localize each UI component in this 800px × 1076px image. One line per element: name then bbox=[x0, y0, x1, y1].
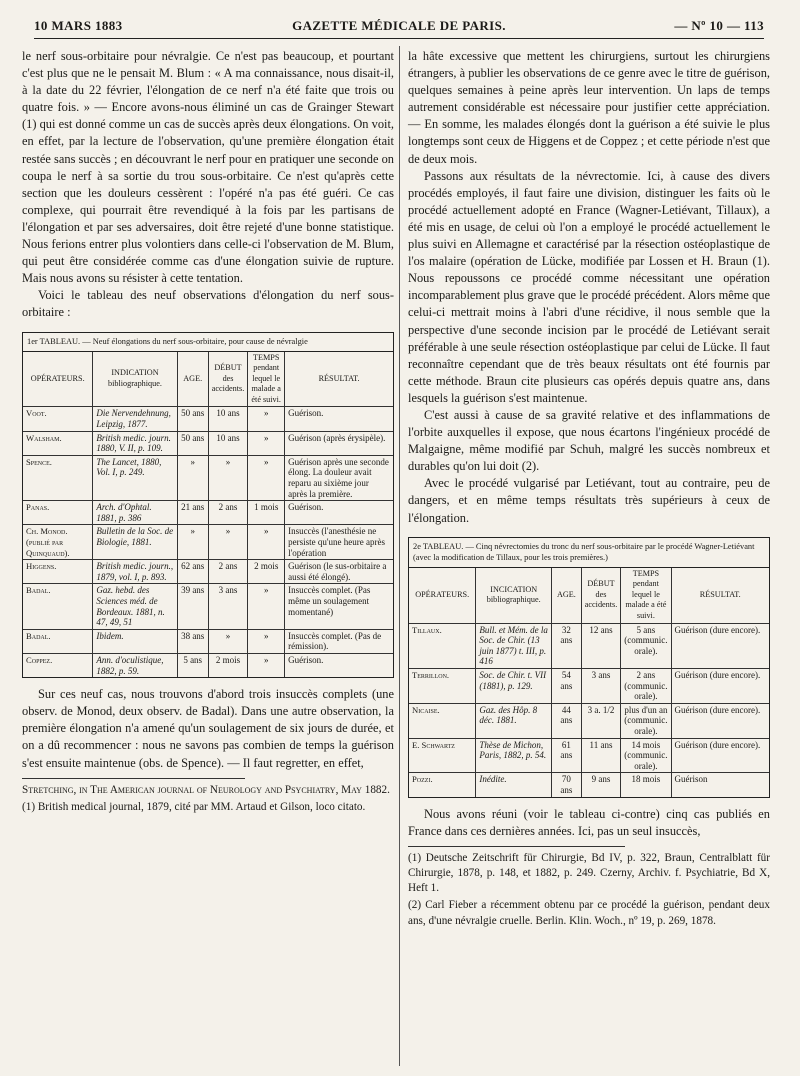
table-cell-age: » bbox=[177, 455, 208, 500]
table-cell-onset: » bbox=[208, 525, 248, 560]
table-cell-age: » bbox=[177, 525, 208, 560]
table-cell-age: 50 ans bbox=[177, 431, 208, 455]
table-row bbox=[23, 431, 393, 455]
table-cell-source: Die Nervendehnung, Leipzig, 1877. bbox=[93, 407, 177, 431]
right-paragraph-4: Avec le procédé vulgarisé par Letiévant, tout au contraire, peu de dangers, et en même temps résultats très supérieurs à ceux de l'élongation. bbox=[408, 476, 770, 525]
table-cell-result: Insuccès (l'anesthésie ne persiste qu'une heure après l'opération bbox=[285, 525, 393, 560]
table-1-header: DÉBUT des accidents. bbox=[208, 352, 248, 407]
left-paragraph-3: Sur ces neuf cas, nous trouvons d'abord trois insuccès complets (une observ. de Monod, deux observ. de Badal). Dans une autre observation, la première élongation n'a amené qu'un soulagement de six jours de durée, et on a dû recommencer : nous ne savons pas combien de temps la guérison s'est ensuite maintenue (obs. de Spence). — Il faut regretter, en effet, bbox=[22, 687, 394, 770]
table-2-header: AGE. bbox=[552, 568, 582, 623]
table-cell-source: Inédite. bbox=[476, 773, 552, 797]
table-cell-source: Ann. d'oculistique, 1882, p. 59. bbox=[93, 653, 177, 677]
table-1-header: RÉSULTAT. bbox=[285, 352, 393, 407]
table-1-header: OPÉRATEURS. bbox=[23, 352, 93, 407]
table-cell-followup: plus d'un an (communic. orale). bbox=[621, 703, 671, 738]
table-row bbox=[23, 525, 393, 560]
table-2-header: RÉSULTAT. bbox=[671, 568, 769, 623]
table-cell-source: Bulletin de la Soc. de Biologie, 1881. bbox=[93, 525, 177, 560]
table-cell-onset: 3 ans bbox=[581, 668, 621, 703]
table-row bbox=[23, 455, 393, 500]
left-column bbox=[22, 48, 394, 817]
table-row bbox=[23, 560, 393, 584]
table-cell-age: 39 ans bbox=[177, 584, 208, 629]
table-cell-onset: 10 ans bbox=[208, 407, 248, 431]
table-cell-result: Insuccès complet. (Pas de rémission). bbox=[285, 629, 393, 653]
right-footnote-1: (1) Deutsche Zeitschrift für Chirurgie, Bd IV, p. 322, Braun, Centralblatt für Chirurgie, 1878, p. 148, et 1882, p. 249. Czerny, Archiv. f. Psychiatrie, Bd X, Heft 1. bbox=[408, 851, 770, 895]
table-1-header: INDICATION bibliographique. bbox=[93, 352, 177, 407]
table-cell-result: Guérison bbox=[671, 773, 769, 797]
table-cell-onset: 3 ans bbox=[208, 584, 248, 629]
table-cell-operator: Panas. bbox=[23, 501, 93, 525]
right-paragraph-2: Passons aux résultats de la névrectomie. Ici, à cause des divers procédés employés, il faut faire une division, distinguer les faits où le procédé actuellement adopté en France (Wagner-Letiévant, Tillaux), a été mis en usage, de celui où l'on a employé le procédé actuellement le plus suivi en Allemagne et caractérisé par la résection ostéoplastique de l'os malaire (opération de Lücke, modifiée par Lossen et H. Braun (1). Nous repoussons ce procédé comme nécessitant une opération incomparablement plus grave que le procédé précédent. Alors même que celui-ci mettrait moins à l'abri d'une récidive, il nous semble que la perspective d'une seconde incision par le procédé de Letiévant serait préférable à une seule résection ostéoplastique par celui de Lücke. Il faut reconnaître cependant que de très beaux résultats ont été fournis par cette méthode. Braun cite plusieurs cas opérés depuis quatre ans, dans lesquels la guérison s'est maintenue. bbox=[408, 168, 770, 405]
header-issue: — Nº 10 — 113 bbox=[674, 18, 764, 33]
table-row bbox=[409, 668, 769, 703]
left-footnote-1: (1) British medical journal, 1879, cité par MM. Artaud et Gilson, loco citato. bbox=[22, 800, 366, 813]
table-cell-onset: 2 ans bbox=[208, 501, 248, 525]
table-2-header-row bbox=[409, 568, 769, 623]
right-paragraph-3: C'est aussi à cause de sa gravité relative et des inflammations de l'orbite auxquelles il expose, que nous écartons l'ingénieux procédé de Malgaigne, même modifié par Schuh, malgré les succès nombreux et durables qu'on lui doit (2). bbox=[408, 407, 770, 474]
table-cell-operator: Coppez. bbox=[23, 653, 93, 677]
table-cell-operator: Pozzi. bbox=[409, 773, 476, 797]
table-cell-followup: 5 ans (communic. orale). bbox=[621, 623, 671, 668]
table-cell-age: 44 ans bbox=[552, 703, 582, 738]
table-cell-source: British medic. journ. 1880, V. II, p. 109. bbox=[93, 431, 177, 455]
table-2-header: TEMPS pendant lequel le malade a été suivi. bbox=[621, 568, 671, 623]
table-cell-source: Soc. de Chir. t. VII (1881), p. 129. bbox=[476, 668, 552, 703]
table-cell-operator: Walsham. bbox=[23, 431, 93, 455]
table-cell-age: 38 ans bbox=[177, 629, 208, 653]
left-footnote-cont: Stretching, in The American journal of Neurology and Psychiatry, May 1882. bbox=[22, 783, 390, 796]
table-cell-operator: Badal. bbox=[23, 629, 93, 653]
table-cell-onset: 10 ans bbox=[208, 431, 248, 455]
right-column bbox=[408, 48, 770, 931]
table-cell-source: Arch. d'Ophtal. 1881, p. 386 bbox=[93, 501, 177, 525]
table-2-header: OPÉRATEURS. bbox=[409, 568, 476, 623]
table-1-header: TEMPS pendant lequel le malade a été suivi. bbox=[248, 352, 285, 407]
table-cell-age: 62 ans bbox=[177, 560, 208, 584]
table-row bbox=[23, 653, 393, 677]
table-row bbox=[409, 738, 769, 773]
table-cell-operator: Nicaise. bbox=[409, 703, 476, 738]
table-cell-source: Thèse de Michon, Paris, 1882, p. 54. bbox=[476, 738, 552, 773]
table-row bbox=[409, 703, 769, 738]
table-cell-source: British medic. journ., 1879, vol. I, p. 893. bbox=[93, 560, 177, 584]
table-cell-result: Guérison. bbox=[285, 407, 393, 431]
table-cell-operator: Badal. bbox=[23, 584, 93, 629]
table-cell-age: 61 ans bbox=[552, 738, 582, 773]
table-cell-followup: » bbox=[248, 653, 285, 677]
table-cell-operator: Ch. Monod. (publié par Quinquaud). bbox=[23, 525, 93, 560]
header-date: 10 MARS 1883 bbox=[34, 18, 123, 33]
table-cell-result: Guérison (dure encore). bbox=[671, 668, 769, 703]
table-cell-followup: 18 mois bbox=[621, 773, 671, 797]
table-cell-onset: 9 ans bbox=[581, 773, 621, 797]
table-cell-result: Guérison. bbox=[285, 653, 393, 677]
table-cell-age: 21 ans bbox=[177, 501, 208, 525]
table-cell-age: 54 ans bbox=[552, 668, 582, 703]
table-1-header-row bbox=[23, 352, 393, 407]
table-cell-source: Bull. et Mém. de la Soc. de Chir. (13 juin 1877) t. III, p. 416 bbox=[476, 623, 552, 668]
table-cell-result: Guérison (dure encore). bbox=[671, 703, 769, 738]
table-2-title: 2e TABLEAU. — Cinq névrectomies du tronc du nerf sous-orbitaire par le procédé Wagner-Letiévant (avec la modification de Tillaux, pour les trois premières.) bbox=[409, 538, 769, 568]
table-cell-followup: » bbox=[248, 584, 285, 629]
table-1-header: AGE. bbox=[177, 352, 208, 407]
table-1 bbox=[22, 332, 394, 679]
table-cell-operator: Voot. bbox=[23, 407, 93, 431]
table-cell-onset: 12 ans bbox=[581, 623, 621, 668]
table-cell-onset: » bbox=[208, 629, 248, 653]
table-row bbox=[409, 623, 769, 668]
table-cell-followup: » bbox=[248, 629, 285, 653]
right-footnote-2: (2) Carl Fieber a récemment obtenu par ce procédé la guérison, pendant deux ans, d'une névralgie cruelle. Berlin. Klin. Woch., nº 19, p. 269, 1878. bbox=[408, 899, 770, 927]
header-title: GAZETTE MÉDICALE DE PARIS. bbox=[292, 18, 506, 33]
table-2 bbox=[408, 537, 770, 798]
table-cell-age: 70 ans bbox=[552, 773, 582, 797]
table-cell-operator: Tillaux. bbox=[409, 623, 476, 668]
table-cell-followup: » bbox=[248, 455, 285, 500]
page-header bbox=[34, 14, 764, 39]
table-cell-result: Guérison (dure encore). bbox=[671, 738, 769, 773]
table-cell-followup: 1 mois bbox=[248, 501, 285, 525]
footnote-rule bbox=[408, 846, 625, 847]
left-paragraph-2: Voici le tableau des neuf observations d'élongation du nerf sous-orbitaire : bbox=[22, 288, 394, 320]
table-2-header: INCICATION bibliographique. bbox=[476, 568, 552, 623]
table-1-title: 1er TABLEAU. — Neuf élongations du nerf sous-orbitaire, pour cause de névralgie bbox=[23, 333, 393, 352]
left-paragraph-1: le nerf sous-orbitaire pour névralgie. Ce n'est pas beaucoup, et pourtant c'est plus que ne le pensait M. Blum : « A ma connaissance, nous disait-il, à la date du 22 février, l'élongation de ce nerf n'a été faite que trois ou quatre fois. » — Encore avons-nous éliminé un cas de Grainger Stewart (1) qui est donné comme un cas de succès après deux élongations. On voit, en effet, par la lecture de l'observation, qu'une première élongation était restée sans succès ; en découvrant le nerf pour en pratiquer une seconde on coupa le nerf à sa sortie du trou sous-orbitaire. Ce n'est qu'après cette section que les douleurs cessèrent : l'opéré n'a pas été guéri. Ce cas complexe, qui pourrait être revendiqué à la fois par les partisans de l'élongation et par ses adversaires, doit être rejeté d'une bonne statistique. Nous ferions entrer plus volontiers dans celle-ci l'observation de M. Blum, qui peut être considérée comme cas d'une élongation suivie de rupture. Mais nous avons su résister à cette tentation. bbox=[22, 49, 394, 286]
table-cell-age: 5 ans bbox=[177, 653, 208, 677]
table-row bbox=[23, 629, 393, 653]
table-cell-onset: 2 mois bbox=[208, 653, 248, 677]
table-cell-followup: » bbox=[248, 431, 285, 455]
table-row bbox=[23, 501, 393, 525]
table-cell-age: 50 ans bbox=[177, 407, 208, 431]
table-cell-result: Guérison (dure encore). bbox=[671, 623, 769, 668]
table-cell-source: The Lancet, 1880, Vol. I, p. 249. bbox=[93, 455, 177, 500]
table-cell-onset: 11 ans bbox=[581, 738, 621, 773]
table-cell-source: Gaz. hebd. des Sciences méd. de Bordeaux. 1881, n. 47, 49, 51 bbox=[93, 584, 177, 629]
table-cell-operator: Higgens. bbox=[23, 560, 93, 584]
table-cell-followup: » bbox=[248, 407, 285, 431]
column-divider bbox=[399, 46, 400, 1066]
table-cell-onset: 3 a. 1/2 bbox=[581, 703, 621, 738]
table-2-header: DÉBUT des accidents. bbox=[581, 568, 621, 623]
table-cell-followup: 2 ans (communic. orale). bbox=[621, 668, 671, 703]
table-row bbox=[409, 773, 769, 797]
table-cell-source: Gaz. des Hôp. 8 déc. 1881. bbox=[476, 703, 552, 738]
right-paragraph-1: la hâte excessive que mettent les chirurgiens, surtout les chirurgiens étrangers, à publier les observations de ce genre avec le titre de guérison, quelques semaines à peine après leur intervention. Un laps de temps autrement considérable est nécessaire pour justifier cette appréciation. — En somme, les malades élongés dont la guérison a été suivie le plus longtemps sont ceux de Higgens et de Coppez ; et cette période n'est que de deux mois. bbox=[408, 49, 770, 166]
table-cell-result: Insuccès complet. (Pas même un soulagement momentané) bbox=[285, 584, 393, 629]
table-cell-operator: Terrillon. bbox=[409, 668, 476, 703]
table-2-grid bbox=[409, 568, 769, 797]
table-cell-result: Guérison (après érysipèle). bbox=[285, 431, 393, 455]
table-cell-followup: 14 mois (communic. orale). bbox=[621, 738, 671, 773]
right-paragraph-5: Nous avons réuni (voir le tableau ci-contre) cinq cas publiés en France dans ces dernières années. Ici, pas un seul insuccès, bbox=[408, 806, 770, 838]
table-row bbox=[23, 584, 393, 629]
table-row bbox=[23, 407, 393, 431]
table-cell-onset: 2 ans bbox=[208, 560, 248, 584]
table-cell-operator: Spence. bbox=[23, 455, 93, 500]
table-cell-result: Guérison (le sus-orbitaire a aussi été élongé). bbox=[285, 560, 393, 584]
table-cell-result: Guérison après une seconde élong. La douleur avait reparu au sixième jour après la première. bbox=[285, 455, 393, 500]
table-1-grid bbox=[23, 352, 393, 678]
table-cell-result: Guérison. bbox=[285, 501, 393, 525]
table-cell-followup: 2 mois bbox=[248, 560, 285, 584]
table-cell-operator: E. Schwartz bbox=[409, 738, 476, 773]
table-cell-source: Ibidem. bbox=[93, 629, 177, 653]
table-cell-followup: » bbox=[248, 525, 285, 560]
footnote-rule bbox=[22, 778, 245, 779]
table-cell-age: 32 ans bbox=[552, 623, 582, 668]
table-cell-onset: » bbox=[208, 455, 248, 500]
